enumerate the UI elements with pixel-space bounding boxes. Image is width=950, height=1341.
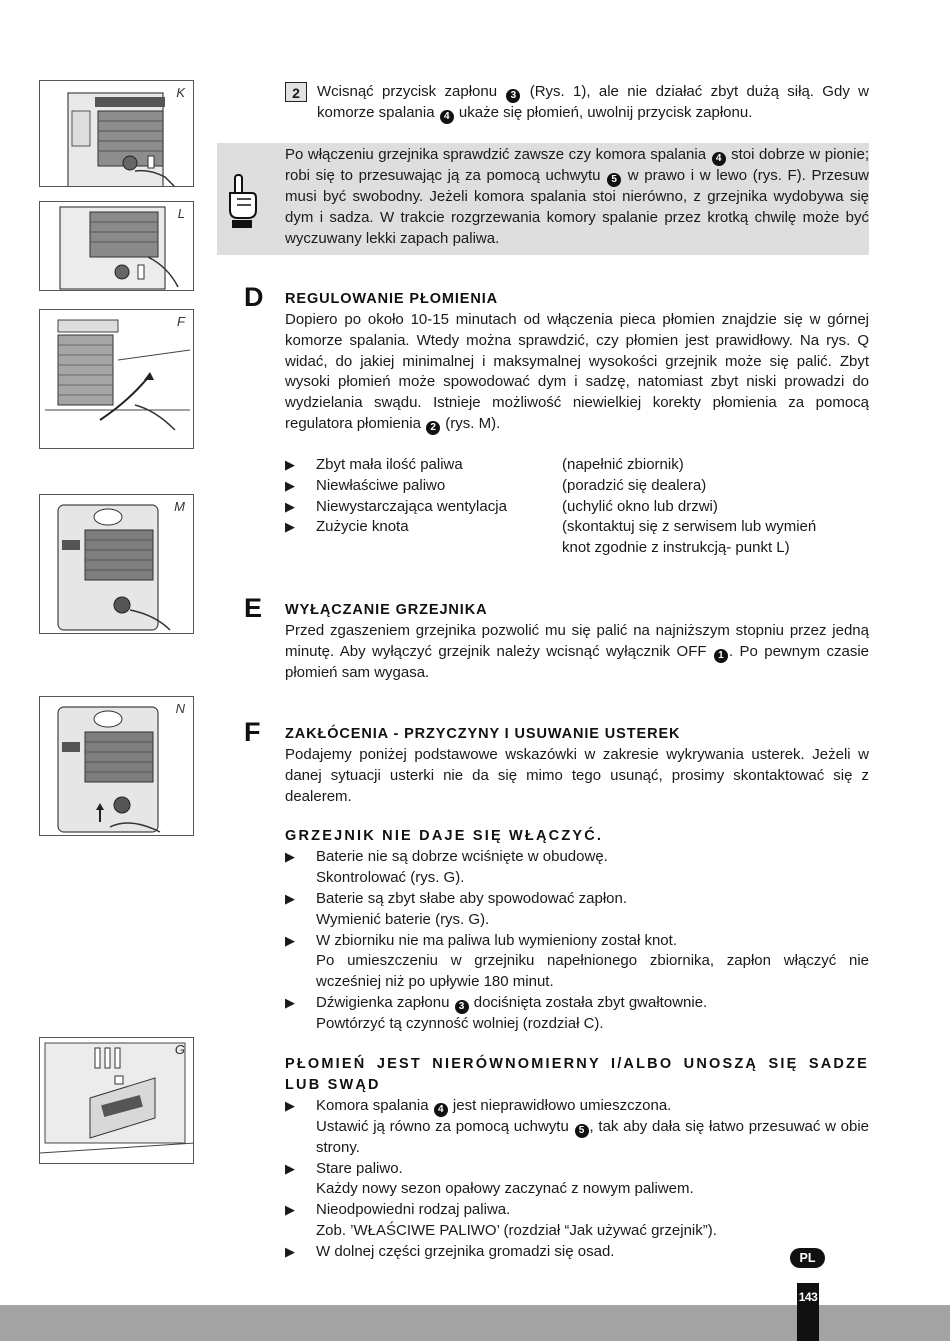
step-number: 2 bbox=[285, 82, 307, 102]
heater-illustration-n bbox=[40, 697, 194, 836]
subsection-heading: GRZEJNIK NIE DAJE SIĘ WŁĄCZYĆ. bbox=[285, 828, 604, 845]
cause-row: ▶ Zbyt mała ilość paliwa (napełnić zbiornik) bbox=[285, 455, 684, 473]
section-d-paragraph: Dopiero po około 10-15 minutach od włączenia pieca płomien znajdzie się w górnej komorze spalania. Wtedy można sprawdzić, czy płomien jest prawidłowy. Na rys. Q widać, do jakiej minimalnej i maksymalnej wysokości grzejnik może się palić. Zbyt wysoki płomień może spowodować dym i sadzę, natomiast zbyt niski prowadzi do wydzielania swądu. Istnieje możliwość niewielkiej korekty płomienia za pomocą regulatora płomienia 2 (rys. M). bbox=[285, 311, 869, 433]
step-2-text: Wcisnąć przycisk zapłonu 3 (Rys. 1), ale nie działać zbyt dużą siłą. Gdy w komorze spalania 4 ukaże się płomień, uwolnij przycisk zapłonu. bbox=[317, 83, 869, 122]
callout-number: 4 bbox=[434, 1103, 448, 1117]
cause-row: ▶ Niewystarczająca wentylacja (uchylić okno lub drzwi) bbox=[285, 497, 718, 515]
section-f bbox=[285, 724, 869, 1263]
section-f-intro: Podajemy poniżej podstawowe wskazówki w zakresie wykrywania usterek. Jeżeli w danej sytuacji usterki nie da się mimo tego usunąć, prosimy skontaktować się z dealerem. bbox=[285, 746, 869, 805]
heater-illustration-f bbox=[40, 310, 194, 449]
list-item: ▶ Dźwigienka zapłonu 3 dociśnięta została zbyt gwałtownie. Powtórzyć tą czynność wolniej (rozdział C). bbox=[285, 993, 708, 1032]
figure-l bbox=[39, 201, 194, 291]
section-e: WYŁĄCZANIE GRZEJNIKA Przed zgaszeniem grzejnika pozwolić mu się palić na najniższym stopniu przez jedną minutę. Aby wyłączyć grzejnik należy wcisnąć wyłącznik OFF 1 . Po pewnym czasie płomień sam wygasa. bbox=[285, 602, 869, 681]
section-heading: REGULOWANIE PŁOMIENIA bbox=[285, 291, 499, 307]
figure-n bbox=[39, 696, 194, 836]
section-letter-d: D bbox=[244, 282, 264, 312]
list-item: ▶ Komora spalania 4 jest nieprawidłowo umieszczona. Ustawić ją równo za pomocą uchwytu 5 , tak aby dała się łatwo przesuwać w obie strony. bbox=[285, 1096, 869, 1156]
callout-number: 5 bbox=[607, 173, 621, 187]
list-item: ▶ Baterie są zbyt słabe aby spowodować zapłon. Wymienić baterie (rys. G). bbox=[285, 889, 628, 928]
callout-number: 1 bbox=[714, 649, 728, 663]
figure-label: F bbox=[177, 314, 185, 329]
heater-illustration-k bbox=[40, 81, 194, 187]
figure-label: N bbox=[175, 701, 185, 716]
section-heading: ZAKŁÓCENIA - PRZYCZYNY I USUWANIE USTEREK bbox=[285, 726, 681, 742]
section-letter-e: E bbox=[244, 593, 263, 623]
language-badge: PL bbox=[790, 1248, 825, 1268]
subsection-heading: PŁOMIEŃ JEST NIERÓWNOMIERNY I/ALBO UNOSZĄ SIĘ SADZE LUB SWĄD bbox=[285, 1055, 869, 1093]
section-heading: WYŁĄCZANIE GRZEJNIKA bbox=[285, 602, 488, 618]
list-item: ▶ W zbiorniku nie ma paliwa lub wymieniony został knot. Po umieszczeniu w grzejniku napełnionego zbiornika, zapłon włączyć nie wcześniej niż po upływie 180 minut. bbox=[285, 931, 869, 991]
cause-row: ▶ Niewłaściwe paliwo (poradzić się dealera) bbox=[285, 476, 707, 494]
figure-label: M bbox=[174, 499, 185, 514]
list-item: ▶ W dolnej części grzejnika gromadzi się osad. bbox=[285, 1242, 615, 1260]
callout-number: 4 bbox=[440, 110, 454, 124]
callout-number: 2 bbox=[426, 421, 440, 435]
figure-f bbox=[39, 309, 194, 449]
figure-m bbox=[39, 494, 194, 634]
pointing-hand-icon bbox=[223, 173, 263, 233]
heater-illustration-g bbox=[40, 1038, 194, 1164]
cause-row: ▶ Zużycie knota (skontaktuj się z serwisem lub wymień knot zgodnie z instrukcją- punkt L) bbox=[285, 518, 817, 557]
figure-label: K bbox=[176, 85, 185, 100]
figure-g bbox=[39, 1037, 194, 1164]
figure-label: G bbox=[174, 1042, 185, 1057]
callout-number: 3 bbox=[455, 1000, 469, 1014]
callout-number: 5 bbox=[575, 1124, 589, 1138]
note-text: Po włączeniu grzejnika sprawdzić zawsze czy komora spalania 4 stoi dobrze w pionie; robi się to przesuwając ją za pomocą uchwytu 5 w prawo i w lewo (rys. F). Przesuw musi być swobodny. Jeżeli komora spalania stoi nierówno, z grzejnika wydobywa się dym i sadza. W trakcie rozgrzewania komory spalanie przez krotką chwilę może być wyczuwany lekki zapach paliwa. bbox=[285, 146, 869, 247]
heater-illustration-m bbox=[40, 495, 194, 634]
callout-number: 3 bbox=[506, 89, 520, 103]
section-d bbox=[285, 289, 869, 559]
section-letter-f: F bbox=[244, 717, 261, 747]
figure-label: L bbox=[177, 206, 185, 221]
list-item: ▶ Nieodpowiedni rodzaj paliwa. Zob. ’WŁAŚCIWE PALIWO’ (rozdział “Jak używać grzejnik”). bbox=[285, 1201, 717, 1239]
page-number: 143 bbox=[798, 1290, 818, 1304]
causes-list bbox=[285, 455, 869, 559]
callout-number: 4 bbox=[712, 152, 726, 166]
heater-illustration-l bbox=[40, 202, 194, 291]
list-item: ▶ Baterie nie są dobrze wciśnięte w obudowę. Skontrolować (rys. G). bbox=[285, 848, 608, 887]
list-item: ▶ Stare paliwo. Każdy nowy sezon opałowy zaczynać z nowym paliwem. bbox=[285, 1159, 694, 1198]
figure-k bbox=[39, 80, 194, 187]
